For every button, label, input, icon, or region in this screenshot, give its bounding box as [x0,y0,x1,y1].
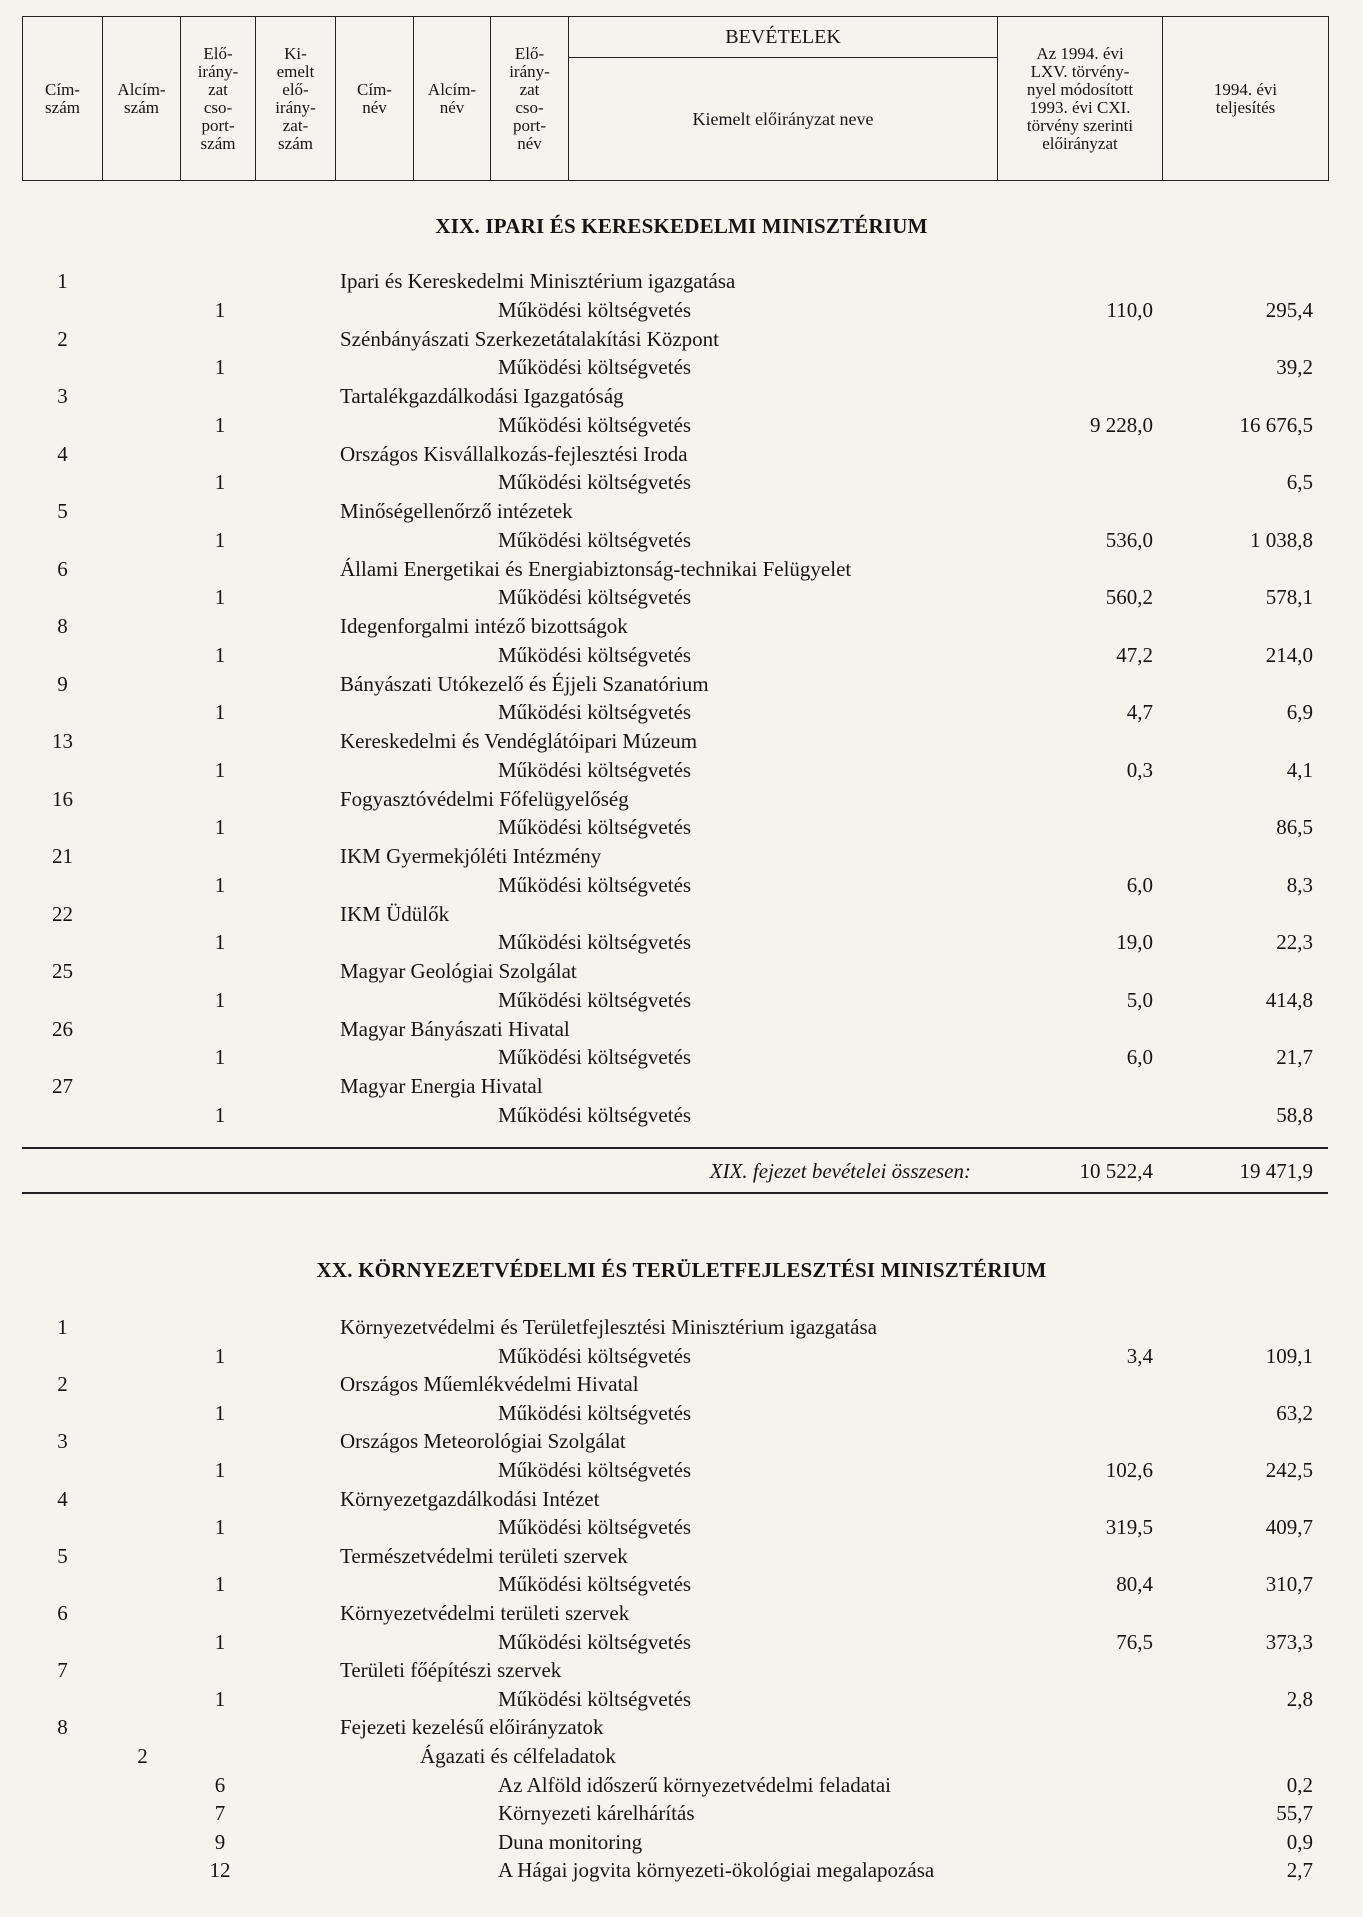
table-row [0,871,1363,899]
table-row [0,1456,1363,1484]
table-row [0,1542,1363,1570]
cim-szam: 3 [57,1429,68,1454]
eloiranyzat-value: 0,3 [1126,757,1153,782]
teljesites-value: 4,1 [1286,757,1313,782]
teljesites-value: 2,7 [1286,1858,1313,1883]
table-row [0,555,1363,583]
table-row [0,986,1363,1014]
teljesites-value: 578,1 [1265,585,1313,610]
table-row [0,497,1363,525]
table-row [0,785,1363,813]
table-row [0,1713,1363,1741]
table-row [0,526,1363,554]
column-header-table [22,16,1329,181]
kiemelt-eloiranyzat-neve: Működési költségvetés [498,642,692,667]
cim-szam: 26 [52,1016,73,1041]
cim-nev: Környezetvédelmi területi szervek [340,1601,630,1625]
table-row [0,1628,1363,1656]
cim-nev: IKM Üdülők [340,901,450,926]
kiemelt-eloiranyzat-neve: Környezeti kárelhárítás [498,1801,695,1826]
eloiranyzat-szam: 1 [214,700,226,725]
eloiranyzat-value: 102,6 [1105,1458,1153,1482]
kiemelt-eloiranyzat-neve: Működési költségvetés [498,1045,692,1070]
alcim-nev: Ágazati és célfeladatok [420,1744,616,1768]
teljesites-value: 414,8 [1265,987,1313,1012]
cim-nev: Minőségellenőrző intézetek [340,499,573,523]
cim-nev: Ipari és Kereskedelmi Minisztérium igazgatása [340,269,736,293]
table-row [0,1856,1363,1884]
table-row [0,411,1363,439]
cim-szam: 3 [57,384,68,408]
cim-nev: Környezetvédelmi és Területfejlesztési Minisztérium igazgatása [340,1315,877,1339]
teljesites-value: 63,2 [1276,1400,1313,1425]
header-cim-szam: Cím- szám [23,17,103,181]
table-row [0,296,1363,324]
table-row [0,842,1363,870]
eloiranyzat-szam: 1 [214,1686,226,1711]
total-label: XIX. fejezet bevételei összesen: [709,1159,971,1183]
teljesites-value: 242,5 [1265,1458,1313,1482]
eloiranyzat-szam: 9 [214,1829,226,1854]
cim-nev: Területi főépítészi szervek [340,1658,562,1683]
kiemelt-eloiranyzat-neve: Működési költségvetés [498,1629,692,1654]
kiemelt-eloiranyzat-neve: Működési költségvetés [498,470,692,495]
eloiranyzat-szam: 1 [214,527,226,552]
cim-szam: 6 [57,1601,68,1625]
table-row [0,957,1363,985]
table-row [0,1685,1363,1713]
table-row [0,1101,1363,1129]
eloiranyzat-value: 47,2 [1116,642,1153,667]
teljesites-value: 16 676,5 [1239,412,1313,437]
eloiranyzat-szam: 1 [214,355,226,380]
cim-nev: IKM Gyermekjóléti Intézmény [340,844,602,868]
table-row [0,1513,1363,1541]
teljesites-value: 0,9 [1286,1829,1313,1854]
cim-nev: Országos Kisvállalkozás-fejlesztési Iroda [340,441,688,466]
eloiranyzat-value: 6,0 [1126,1045,1153,1070]
table-row [0,612,1363,640]
kiemelt-eloiranyzat-neve: Működési költségvetés [498,1515,692,1540]
teljesites-value: 58,8 [1276,1102,1313,1127]
eloiranyzat-szam: 1 [214,930,226,955]
teljesites-value: 310,7 [1265,1572,1313,1597]
header-cim-nev: Cím- név [336,17,414,181]
cim-szam: 7 [57,1658,68,1683]
table-row [0,813,1363,841]
teljesites-value: 373,3 [1265,1629,1313,1654]
table-row [0,1072,1363,1100]
eloiranyzat-value: 19,0 [1116,930,1153,955]
eloiranyzat-value: 560,2 [1105,585,1153,610]
cim-nev: Magyar Energia Hivatal [340,1074,543,1098]
kiemelt-eloiranyzat-neve: Működési költségvetés [498,412,692,437]
eloiranyzat-szam: 1 [214,297,226,322]
cim-szam: 2 [57,1372,68,1397]
eloiranyzat-szam: 1 [214,815,226,840]
cim-nev: Állami Energetikai és Energiabiztonság-technikai Felügyelet [340,556,852,581]
cim-szam: 5 [57,499,68,523]
cim-nev: Idegenforgalmi intéző bizottságok [340,614,628,638]
eloiranyzat-szam: 1 [214,757,226,782]
kiemelt-eloiranyzat-neve: Működési költségvetés [498,815,692,840]
table-row [0,1427,1363,1455]
table-row [0,670,1363,698]
eloiranyzat-value: 6,0 [1126,872,1153,897]
table-row [0,1313,1363,1341]
table-row [0,1771,1363,1799]
teljesites-value: 39,2 [1276,355,1313,380]
section-title-xix: XIX. IPARI ÉS KERESKEDELMI MINISZTÉRIUM [435,214,928,238]
teljesites-value: 55,7 [1276,1801,1313,1826]
header-alcim-nev: Alcím- név [414,17,491,181]
divider-line [22,1147,1328,1149]
eloiranyzat-value: 536,0 [1105,527,1153,552]
eloiranyzat-szam: 1 [214,1629,226,1654]
table-row [0,1399,1363,1427]
kiemelt-eloiranyzat-neve: Működési költségvetés [498,1400,692,1425]
kiemelt-eloiranyzat-neve: Működési költségvetés [498,585,692,610]
cim-szam: 16 [52,786,73,811]
eloiranyzat-value: 3,4 [1126,1343,1153,1368]
table-row [0,1570,1363,1598]
kiemelt-eloiranyzat-neve: Működési költségvetés [498,1572,692,1597]
table-row [0,698,1363,726]
cim-szam: 13 [52,729,73,753]
section-title-xx: XX. KÖRNYEZETVÉDELMI ÉS TERÜLETFEJLESZTÉSI MINISZTÉRIUM [316,1258,1047,1282]
table-row [0,1342,1363,1370]
table-row [0,382,1363,410]
cim-szam: 8 [57,1715,68,1740]
eloiranyzat-value: 110,0 [1106,297,1153,322]
table-row [0,1799,1363,1827]
eloiranyzat-szam: 1 [214,470,226,495]
eloiranyzat-szam: 1 [214,1515,226,1540]
eloiranyzat-value: 76,5 [1116,1629,1153,1654]
table-row [0,1742,1363,1770]
cim-szam: 9 [57,671,68,696]
table-row [0,727,1363,755]
header-eloiranyzat-csoport-szam: Elő- irány- zat cso- port- szám [181,17,256,181]
kiemelt-eloiranyzat-neve: Működési költségvetés [498,297,692,322]
table-row [0,468,1363,496]
cim-nev: Fogyasztóvédelmi Főfelügyelőség [340,786,629,811]
eloiranyzat-szam: 1 [214,1458,226,1482]
cim-szam: 22 [52,901,73,926]
table-row [0,325,1363,353]
total-row-xix [0,1157,1363,1185]
table-row [0,756,1363,784]
cim-szam: 8 [57,614,68,638]
cim-szam: 25 [52,959,73,983]
header-bevetelek: BEVÉTELEK [569,17,998,58]
kiemelt-eloiranyzat-neve: Az Alföld időszerű környezetvédelmi feladatai [498,1772,892,1797]
eloiranyzat-szam: 1 [214,1572,226,1597]
table-row [0,1043,1363,1071]
teljesites-value: 8,3 [1286,872,1313,897]
teljesites-value: 21,7 [1276,1045,1313,1070]
kiemelt-eloiranyzat-neve: Működési költségvetés [498,872,692,897]
table-row [0,583,1363,611]
table-row [0,1015,1363,1043]
eloiranyzat-szam: 6 [214,1772,226,1797]
teljesites-value: 6,9 [1286,700,1313,725]
eloiranyzat-value: 4,7 [1126,700,1153,725]
cim-nev: Országos Meteorológiai Szolgálat [340,1429,626,1454]
divider-line [22,1192,1328,1194]
eloiranyzat-szam: 7 [214,1801,226,1826]
alcim-szam: 2 [137,1744,148,1768]
eloiranyzat-szam: 1 [214,1045,226,1070]
table-row [0,1599,1363,1627]
eloiranyzat-szam: 1 [214,987,226,1012]
teljesites-value: 409,7 [1265,1515,1313,1540]
eloiranyzat-szam: 1 [214,872,226,897]
cim-szam: 4 [57,1486,68,1511]
teljesites-value: 214,0 [1265,642,1313,667]
eloiranyzat-szam: 1 [214,412,226,437]
header-alcim-szam: Alcím- szám [103,17,181,181]
cim-szam: 1 [57,1315,68,1339]
cim-szam: 5 [57,1543,68,1568]
table-row [0,900,1363,928]
kiemelt-eloiranyzat-neve: Működési költségvetés [498,1343,692,1368]
eloiranyzat-szam: 1 [214,1102,226,1127]
cim-nev: Természetvédelmi területi szervek [340,1543,628,1568]
cim-nev: Magyar Geológiai Szolgálat [340,959,577,983]
cim-nev: Fejezeti kezelésű előirányzatok [340,1715,604,1740]
eloiranyzat-value: 9 228,0 [1090,412,1153,437]
table-row [0,353,1363,381]
header-kiemelt-eloiranyzat-neve: Kiemelt előirányzat neve [569,58,998,181]
cim-nev: Magyar Bányászati Hivatal [340,1016,570,1041]
header-teljesites: 1994. évi teljesítés [1163,17,1329,181]
cim-nev: Környezetgazdálkodási Intézet [340,1486,600,1511]
cim-nev: Szénbányászati Szerkezetátalakítási Központ [340,326,720,351]
teljesites-value: 6,5 [1286,470,1313,495]
eloiranyzat-value: 319,5 [1105,1515,1153,1540]
cim-nev: Bányászati Utókezelő és Éjjeli Szanatórium [340,671,709,696]
total-eloiranyzat: 10 522,4 [1079,1159,1153,1183]
cim-nev: Országos Műemlékvédelmi Hivatal [340,1372,639,1397]
kiemelt-eloiranyzat-neve: Működési költségvetés [498,527,692,552]
cim-szam: 1 [57,269,68,293]
cim-szam: 2 [57,326,68,351]
teljesites-value: 109,1 [1265,1343,1313,1368]
eloiranyzat-szam: 1 [214,1400,226,1425]
teljesites-value: 0,2 [1286,1772,1313,1797]
table-row [0,440,1363,468]
table-row [0,1656,1363,1684]
header-kiemelt-eloiranyzat-szam: Ki- emelt elő- irány- zat- szám [256,17,336,181]
eloiranyzat-szam: 1 [214,1343,226,1368]
cim-szam: 6 [57,556,68,581]
teljesites-value: 2,8 [1286,1686,1313,1711]
teljesites-value: 1 038,8 [1250,527,1313,552]
cim-szam: 4 [57,441,68,466]
table-row [0,928,1363,956]
kiemelt-eloiranyzat-neve: Működési költségvetés [498,700,692,725]
cim-szam: 21 [52,844,73,868]
eloiranyzat-szam: 12 [209,1858,231,1883]
cim-nev: Kereskedelmi és Vendéglátóipari Múzeum [340,729,698,753]
kiemelt-eloiranyzat-neve: Működési költségvetés [498,757,692,782]
kiemelt-eloiranyzat-neve: Működési költségvetés [498,930,692,955]
cim-nev: Tartalékgazdálkodási Igazgatóság [340,384,624,408]
teljesites-value: 295,4 [1265,297,1313,322]
total-teljesites: 19 471,9 [1239,1159,1313,1183]
table-row [0,267,1363,295]
eloiranyzat-szam: 1 [214,642,226,667]
table-row [0,641,1363,669]
kiemelt-eloiranyzat-neve: Működési költségvetés [498,1458,692,1482]
header-eloiranyzat: Az 1994. évi LXV. törvény- nyel módosított 1993. évi CXI. törvény szerinti előirányzat [998,17,1163,181]
teljesites-value: 22,3 [1276,930,1313,955]
kiemelt-eloiranyzat-neve: Működési költségvetés [498,1102,692,1127]
table-row [0,1485,1363,1513]
teljesites-value: 86,5 [1276,815,1313,840]
header-eloiranyzat-csoport-nev: Elő- irány- zat cso- port- név [491,17,569,181]
eloiranyzat-value: 80,4 [1116,1572,1153,1597]
kiemelt-eloiranyzat-neve: A Hágai jogvita környezeti-ökológiai megalapozása [498,1858,935,1883]
eloiranyzat-szam: 1 [214,585,226,610]
table-row [0,1828,1363,1856]
cim-szam: 27 [52,1074,73,1098]
kiemelt-eloiranyzat-neve: Működési költségvetés [498,1686,692,1711]
eloiranyzat-value: 5,0 [1126,987,1153,1012]
kiemelt-eloiranyzat-neve: Működési költségvetés [498,355,692,380]
kiemelt-eloiranyzat-neve: Duna monitoring [498,1829,643,1854]
table-row [0,1370,1363,1398]
kiemelt-eloiranyzat-neve: Működési költségvetés [498,987,692,1012]
